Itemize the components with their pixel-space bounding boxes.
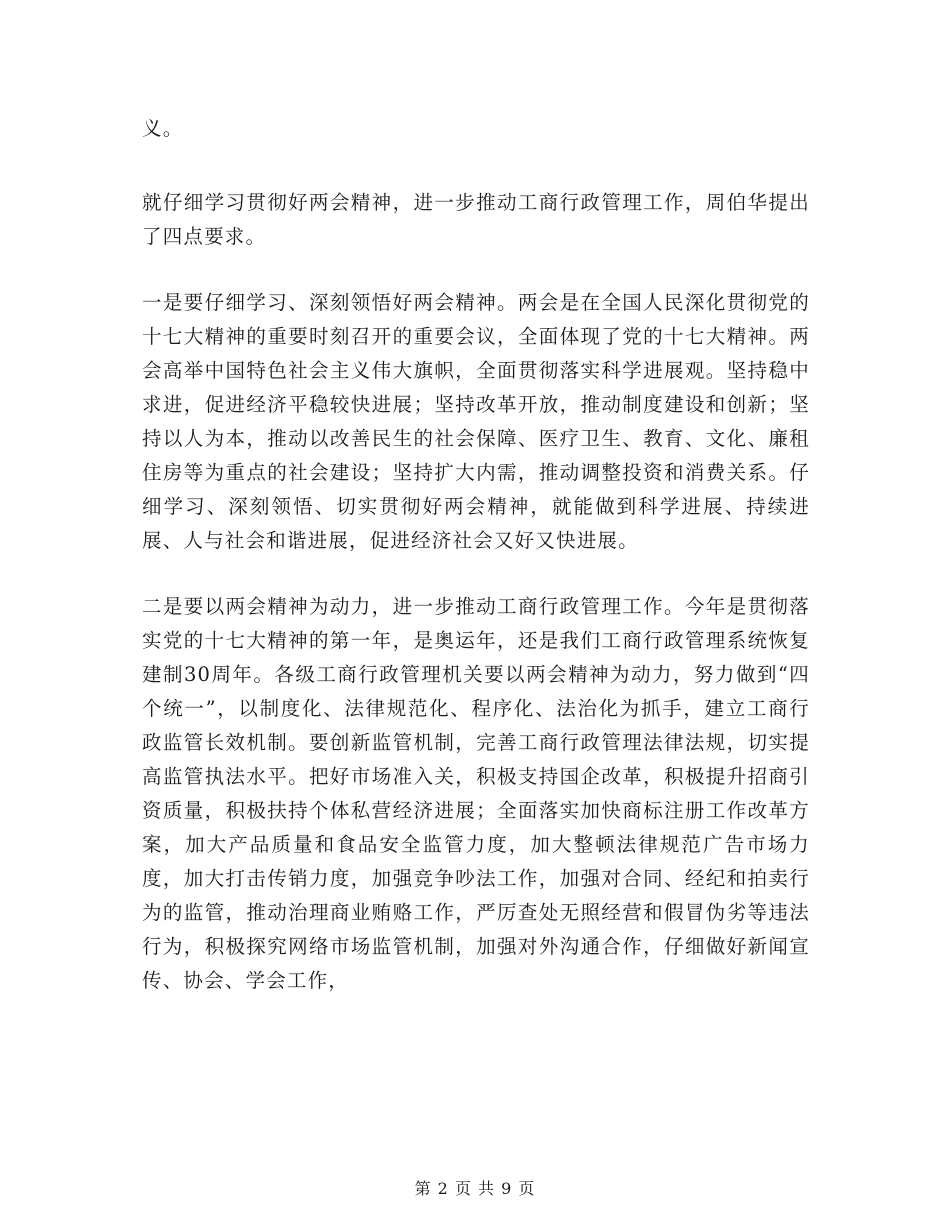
paragraph-4: 二是要以两会精神为动力，进一步推动工商行政管理工作。今年是贯彻落实党的十七大精神的第一年，是奥运年，还是我们工商行政管理系统恢复建制30周年。各级工商行政管理机关要以两会精神为动力，努力做到“四个统一”，以制度化、法律规范化、程序化、法治化为抓手，建立工商行政监管长效机制。要创新监管机制，完善工商行政管理法律法规，切实提高监管执法水平。把好市场准入关，积极支持国企改革，积极提升招商引资质量，积极扶持个体私营经济进展；全面落实加快商标注册工作改革方案，加大产品质量和食品安全监管力度，加大整顿法律规范广告市场力度，加大打击传销力度，加强竞争吵法工作，加强对合同、经纪和拍卖行为的监管，推动治理商业贿赂工作，严厉查处无照经营和假冒伪劣等违法行为，积极探究网络市场监管机制，加强对外沟通合作，仔细做好新闻宣传、协会、学会工作， <box>142 595 810 992</box>
page-number-footer: 第 2 页 共 9 页 <box>414 1179 536 1198</box>
paragraph-1: 义。 <box>142 117 184 140</box>
document-body <box>142 112 810 1030</box>
paragraph-3: 一是要仔细学习、深刻领悟好两会精神。两会是在全国人民深化贯彻党的十七大精神的重要时刻召开的重要会议，全面体现了党的十七大精神。两会高举中国特色社会主义伟大旗帜，全面贯彻落实科学进展观。坚持稳中求进，促进经济平稳较快进展；坚持改革开放，推动制度建设和创新；坚持以人为本，推动以改善民生的社会保障、医疗卫生、教育、文化、廉租住房等为重点的社会建设；坚持扩大内需，推动调整投资和消费关系。仔细学习、深刻领悟、切实贯彻好两会精神，就能做到科学进展、持续进展、人与社会和谐进展，促进经济社会又好又快进展。 <box>142 291 810 552</box>
paragraph-2: 就仔细学习贯彻好两会精神，进一步推动工商行政管理工作，周伯华提出了四点要求。 <box>142 191 810 248</box>
